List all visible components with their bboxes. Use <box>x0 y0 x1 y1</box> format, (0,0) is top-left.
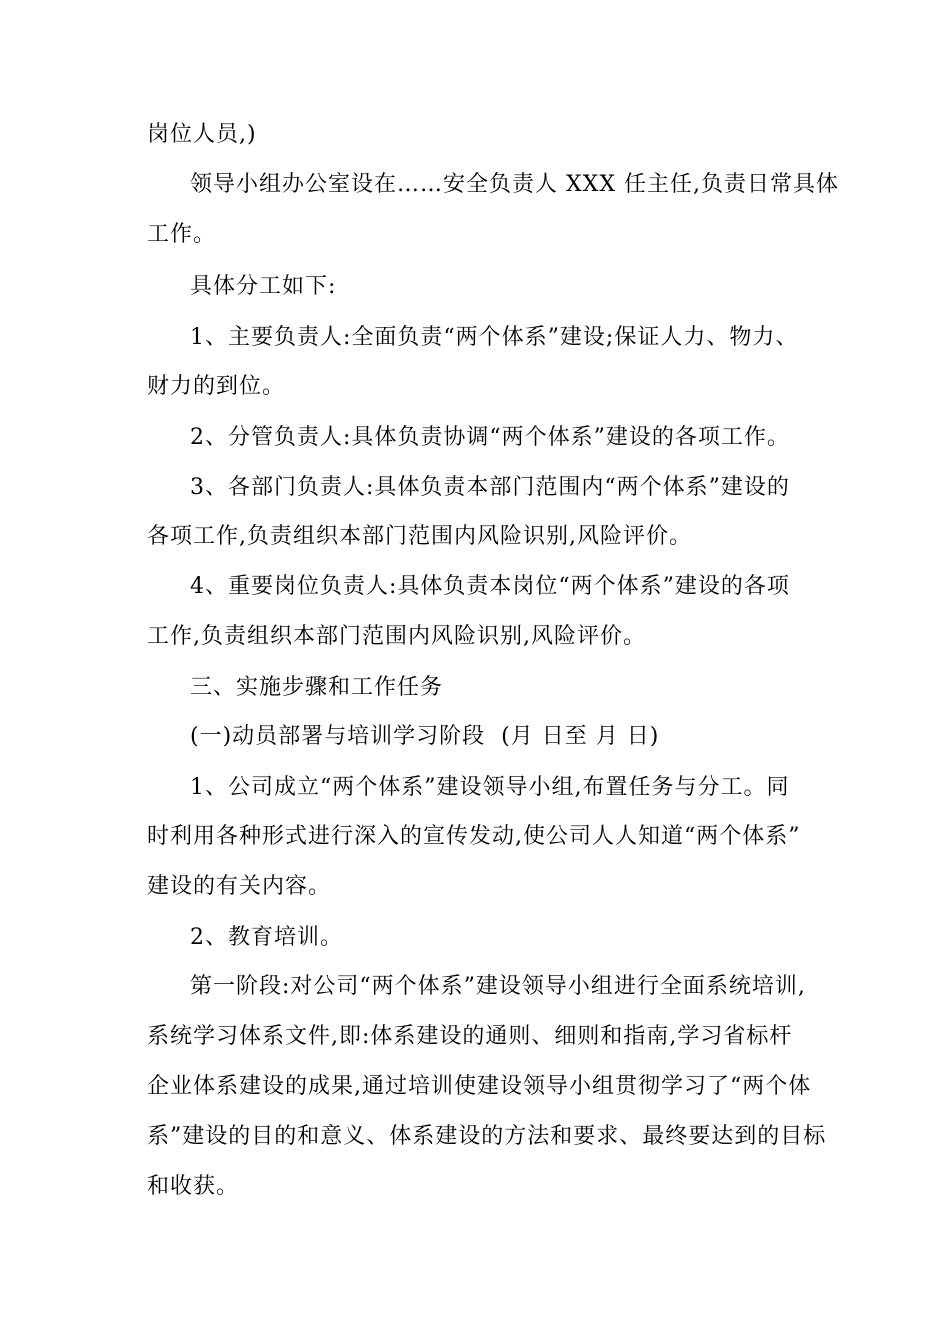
text-line: 各项工作,负责组织本部门范围内风险识别,风险评价。 <box>147 524 692 549</box>
paragraph-line: 第一阶段:对公司“两个体系”建设领导小组进行全面系统培训, <box>190 974 806 999</box>
list-item-line: 1、公司成立“两个体系”建设领导小组,布置任务与分工。同 <box>190 775 790 800</box>
list-item-line: 4、重要岗位负责人:具体负责本岗位“两个体系”建设的各项 <box>190 574 790 599</box>
list-item-line: 3、各部门负责人:具体负责本部门范围内“两个体系”建设的 <box>190 475 790 500</box>
text-line: 岗位人员,) <box>147 122 257 147</box>
subsection-heading: (一)动员部署与培训学习阶段 (月 日至 月 日) <box>190 724 660 749</box>
text-line: 财力的到位。 <box>147 374 286 399</box>
list-item-line: 2、教育培训。 <box>190 925 343 950</box>
text-line: 和收获。 <box>147 1174 240 1199</box>
text-line: 企业体系建设的成果,通过培训使建设领导小组贯彻学习了“两个体 <box>147 1074 812 1099</box>
text-line: 建设的有关内容。 <box>147 874 332 899</box>
paragraph-line: 领导小组办公室设在……安全负责人 XXX 任主任,负责日常具体 <box>190 172 839 197</box>
text-line: 时利用各种形式进行深入的宣传发动,使公司人人知道“两个体系” <box>147 824 801 849</box>
text-line: 工作,负责组织本部门范围内风险识别,风险评价。 <box>147 624 646 649</box>
text-line: 系”建设的目的和意义、体系建设的方法和要求、最终要达到的目标 <box>147 1124 827 1149</box>
paragraph-line: 具体分工如下: <box>190 274 337 299</box>
list-item-line: 1、主要负责人:全面负责“两个体系”建设;保证人力、物力、 <box>190 325 799 350</box>
section-heading: 三、实施步骤和工作任务 <box>190 675 444 700</box>
text-line: 系统学习体系文件,即:体系建设的通则、细则和指南,学习省标杆 <box>147 1024 793 1049</box>
text-line: 工作。 <box>147 222 217 247</box>
list-item-line: 2、分管负责人:具体负责协调“两个体系”建设的各项工作。 <box>190 425 790 450</box>
